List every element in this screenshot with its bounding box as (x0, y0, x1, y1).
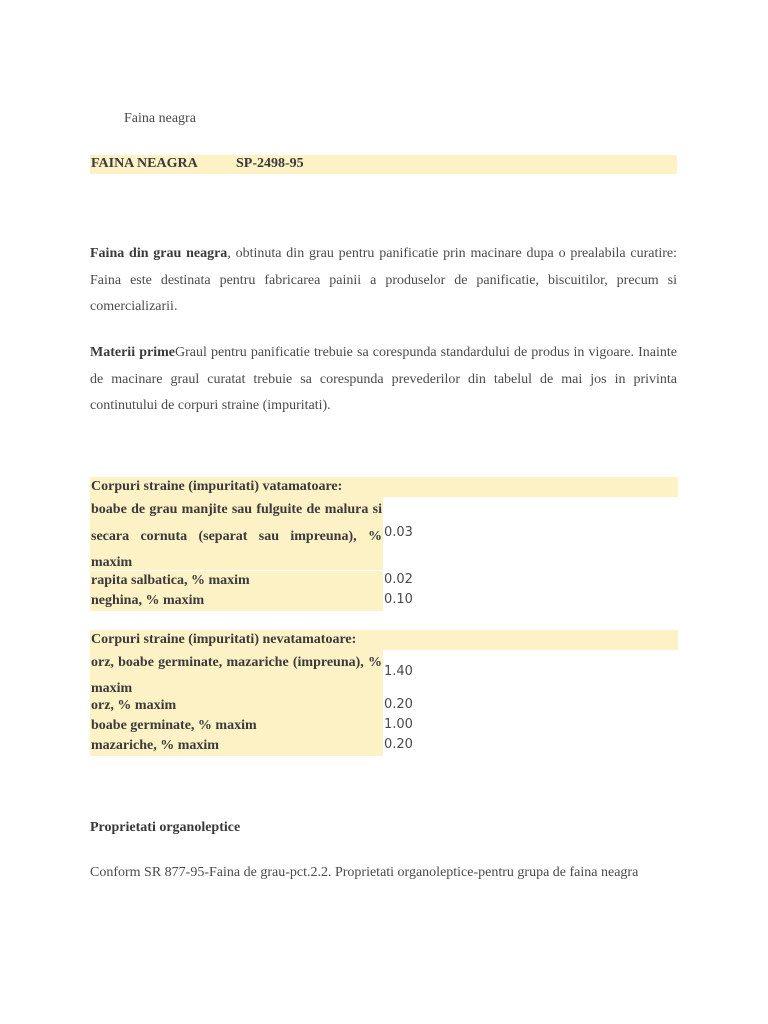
raw-materials-text: Graul pentru panificatie trebuie sa corespunda standardului de produs in vigoare. Inainte de macinare graul curatat trebuie sa corespunda prevederilor din tabelul de mai jos in privinta continutului de corpuri straine (impuritati). (90, 345, 677, 413)
row-label: boabe germinate, % maxim (90, 716, 383, 736)
standard-code: SP-2498-95 (236, 156, 304, 171)
document-title: Faina neagra (124, 111, 196, 126)
row-label: mazariche, % maxim (90, 736, 383, 756)
row-value: 1.00 (384, 717, 413, 732)
table-row (90, 571, 677, 591)
row-label: neghina, % maxim (90, 591, 383, 611)
row-value: 0.20 (384, 737, 413, 752)
table-row (90, 736, 677, 756)
organoleptic-heading: Proprietati organoleptice (90, 820, 241, 835)
row-value: 0.03 (384, 525, 413, 540)
row-value: 1.40 (384, 664, 413, 679)
raw-materials-bold-term: Materii prime (90, 345, 175, 360)
table-row (90, 716, 677, 736)
row-label: boabe de grau manjite sau fulguite de malura si secara cornuta (separat sau impreuna), % maxim (90, 497, 383, 570)
row-label: orz, % maxim (90, 696, 383, 716)
organoleptic-paragraph: Conform SR 877-95-Faina de grau-pct.2.2. Proprietati organoleptice-pentru grupa de faina neagra (90, 865, 639, 880)
row-value: 0.02 (384, 572, 413, 587)
harmful-impurities-title: Corpuri straine (impuritati) vatamatoare: (90, 477, 678, 497)
table-row (90, 591, 677, 611)
raw-materials-paragraph (90, 340, 677, 420)
intro-text: , obtinuta din grau pentru panificatie prin macinare dupa o prealabila curatire: Faina este destinata pentru fabricarea painii a produselor de panificatie, biscuitilor, precum si comercializarii. (90, 246, 678, 314)
row-value: 0.20 (384, 697, 413, 712)
table-row (90, 497, 677, 570)
row-value: 0.10 (384, 592, 413, 607)
table-row (90, 696, 677, 716)
table-row (90, 650, 677, 696)
product-name-header: FAINA NEAGRA (91, 156, 198, 171)
intro-bold-term: Faina din grau neagra (90, 246, 228, 261)
intro-paragraph (90, 241, 677, 321)
row-label: rapita salbatica, % maxim (90, 571, 383, 591)
row-label: orz, boabe germinate, mazariche (impreuna), % maxim (90, 650, 383, 696)
harmless-impurities-title: Corpuri straine (impuritati) nevatamatoare: (90, 630, 678, 650)
